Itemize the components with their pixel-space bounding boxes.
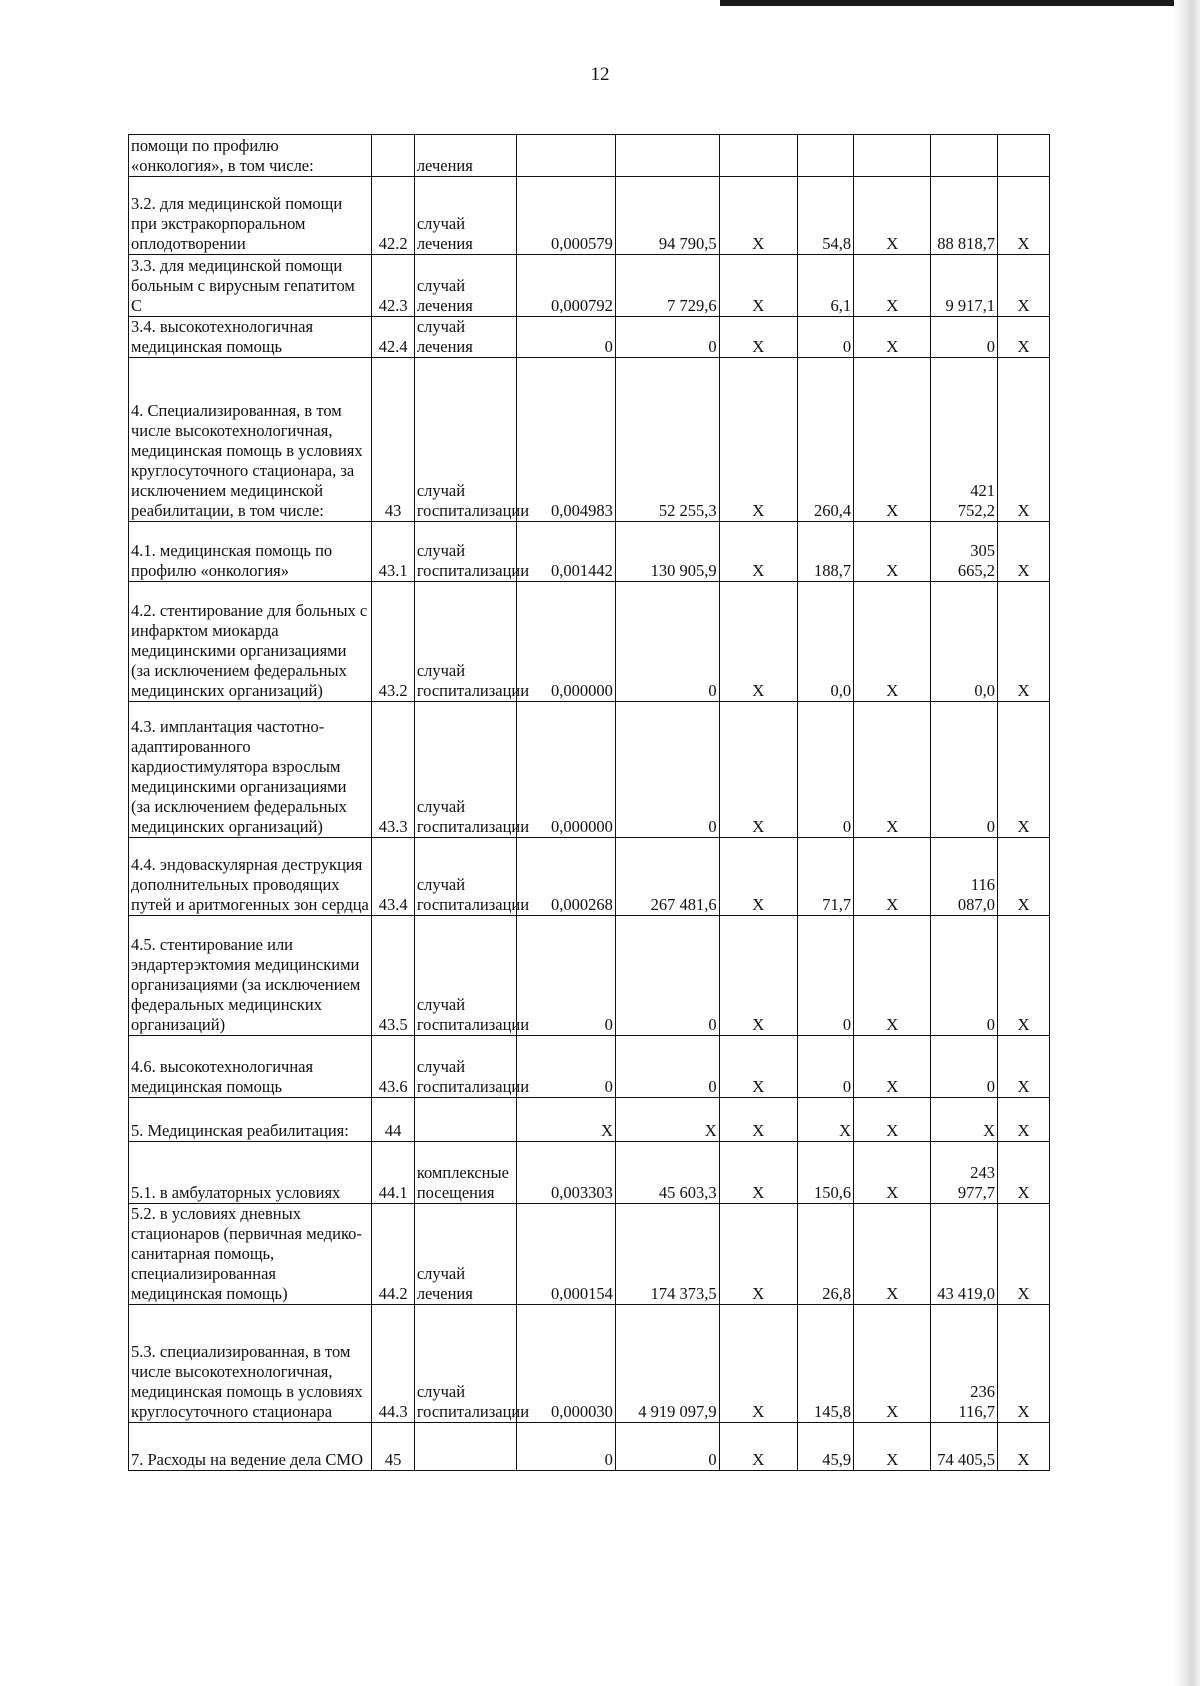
row-total: 305 665,2 [931,522,998,582]
row-col-x3: Х [998,317,1050,358]
row-unit: случай госпитализации [414,702,517,838]
row-standard: 0,003303 [517,1142,615,1204]
row-name: 3.3. для медицинской помощи больным с вирусным гепатитом С [129,255,372,317]
tariff-table [128,134,1050,1471]
row-standard: 0,001442 [517,522,615,582]
row-code [372,135,414,177]
row-unit: случай лечения [414,177,517,255]
row-code: 44.3 [372,1305,414,1423]
row-per-capita: 0 [797,1036,853,1098]
row-total: 43 419,0 [931,1204,998,1305]
row-standard: Х [517,1098,615,1142]
row-unit: случай госпитализации [414,838,517,916]
row-col-x2: Х [854,522,931,582]
row-col-x1 [719,135,797,177]
row-col-x2: Х [854,838,931,916]
row-col-x3: Х [998,1423,1050,1471]
row-standard: 0 [517,1036,615,1098]
row-per-capita: 260,4 [797,358,853,522]
table-row [129,135,1050,177]
row-name: 5.1. в амбулаторных условиях [129,1142,372,1204]
row-unit: случай госпитализации [414,1036,517,1098]
row-per-capita: 0 [797,702,853,838]
row-cost: 130 905,9 [615,522,719,582]
row-name: 3.4. высокотехнологичная медицинская помощь [129,317,372,358]
row-total: 421 752,2 [931,358,998,522]
row-unit [414,1423,517,1471]
row-standard: 0 [517,317,615,358]
row-per-capita: 71,7 [797,838,853,916]
row-cost [615,135,719,177]
row-total: 0 [931,1036,998,1098]
table-body [129,135,1050,1471]
row-standard: 0 [517,1423,615,1471]
row-col-x2: Х [854,916,931,1036]
row-total: 74 405,5 [931,1423,998,1471]
row-standard: 0,000579 [517,177,615,255]
row-code: 43.3 [372,702,414,838]
row-col-x1: Х [719,838,797,916]
table-row [129,702,1050,838]
row-col-x3: Х [998,522,1050,582]
row-col-x1: Х [719,702,797,838]
row-total: 0 [931,317,998,358]
row-col-x1: Х [719,317,797,358]
row-code: 43 [372,358,414,522]
row-col-x2: Х [854,1423,931,1471]
row-col-x1: Х [719,177,797,255]
row-name: 4.6. высокотехнологичная медицинская помощь [129,1036,372,1098]
row-unit: случай госпитализации [414,582,517,702]
row-col-x1: Х [719,1098,797,1142]
row-cost: 0 [615,317,719,358]
row-standard: 0,000792 [517,255,615,317]
row-col-x3: Х [998,582,1050,702]
row-col-x2: Х [854,317,931,358]
row-code: 45 [372,1423,414,1471]
row-name: 4.2. стентирование для больных с инфарктом миокарда медицинскими организациями (за исключением федеральных медицинских организаций) [129,582,372,702]
row-name: 5.2. в условиях дневных стационаров (первичная медико-санитарная помощь, специализированная медицинская помощь) [129,1204,372,1305]
row-cost: 0 [615,916,719,1036]
row-code: 42.2 [372,177,414,255]
table-row [129,522,1050,582]
row-code: 44.2 [372,1204,414,1305]
row-col-x3: Х [998,1204,1050,1305]
row-col-x3: Х [998,1036,1050,1098]
row-per-capita: 6,1 [797,255,853,317]
row-total: 116 087,0 [931,838,998,916]
row-total: 88 818,7 [931,177,998,255]
row-col-x2: Х [854,177,931,255]
row-cost: 52 255,3 [615,358,719,522]
row-code: 44 [372,1098,414,1142]
row-cost: 267 481,6 [615,838,719,916]
row-code: 43.5 [372,916,414,1036]
row-col-x2 [854,135,931,177]
row-unit: случай госпитализации [414,522,517,582]
table-row [129,1098,1050,1142]
row-unit [414,1098,517,1142]
scan-top-edge [720,0,1200,6]
row-total: 0 [931,702,998,838]
row-col-x3: Х [998,1305,1050,1423]
row-unit: лечения [414,135,517,177]
row-standard [517,135,615,177]
row-col-x3: Х [998,702,1050,838]
row-col-x3: Х [998,1142,1050,1204]
row-col-x3: Х [998,916,1050,1036]
row-cost: 94 790,5 [615,177,719,255]
row-total: 9 917,1 [931,255,998,317]
row-col-x2: Х [854,1036,931,1098]
row-total: 0,0 [931,582,998,702]
row-per-capita: 45,9 [797,1423,853,1471]
row-name: 4.1. медицинская помощь по профилю «онкология» [129,522,372,582]
row-col-x3: Х [998,358,1050,522]
table-row [129,358,1050,522]
table-row [129,1036,1050,1098]
row-col-x3: Х [998,1098,1050,1142]
row-col-x3 [998,135,1050,177]
row-name: 5.3. специализированная, в том числе высокотехнологичная, медицинская помощь в условиях круглосуточного стационара [129,1305,372,1423]
row-code: 43.1 [372,522,414,582]
row-per-capita: 0,0 [797,582,853,702]
row-name: 4.4. эндоваскулярная деструкция дополнительных проводящих путей и аритмогенных зон сердца [129,838,372,916]
row-unit: случай госпитализации [414,916,517,1036]
row-col-x1: Х [719,582,797,702]
table-row [129,1305,1050,1423]
row-total: 0 [931,916,998,1036]
table-row [129,1423,1050,1471]
row-standard: 0,000000 [517,702,615,838]
row-per-capita [797,135,853,177]
row-col-x2: Х [854,255,931,317]
row-col-x2: Х [854,702,931,838]
row-standard: 0,000154 [517,1204,615,1305]
row-name: 7. Расходы на ведение дела СМО [129,1423,372,1471]
row-per-capita: 0 [797,317,853,358]
row-unit: случай лечения [414,317,517,358]
row-col-x3: Х [998,177,1050,255]
row-per-capita: 54,8 [797,177,853,255]
row-total: 243 977,7 [931,1142,998,1204]
row-total: 236 116,7 [931,1305,998,1423]
page-number: 12 [590,64,610,85]
row-standard: 0,004983 [517,358,615,522]
row-code: 42.3 [372,255,414,317]
row-col-x1: Х [719,358,797,522]
row-name: 5. Медицинская реабилитация: [129,1098,372,1142]
scan-right-edge [1174,0,1200,1686]
row-cost: 4 919 097,9 [615,1305,719,1423]
table-row [129,1204,1050,1305]
row-name: 3.2. для медицинской помощи при экстракорпоральном оплодотворении [129,177,372,255]
row-col-x1: Х [719,1423,797,1471]
table-row [129,838,1050,916]
row-col-x2: Х [854,1204,931,1305]
row-total [931,135,998,177]
table-row [129,916,1050,1036]
row-col-x2: Х [854,1142,931,1204]
row-per-capita: 26,8 [797,1204,853,1305]
row-per-capita: 188,7 [797,522,853,582]
table-row [129,1142,1050,1204]
row-cost: 0 [615,1036,719,1098]
row-col-x1: Х [719,522,797,582]
row-col-x1: Х [719,255,797,317]
row-col-x2: Х [854,1098,931,1142]
row-code: 43.2 [372,582,414,702]
row-code: 44.1 [372,1142,414,1204]
row-code: 42.4 [372,317,414,358]
row-standard: 0,000000 [517,582,615,702]
row-col-x3: Х [998,838,1050,916]
row-col-x2: Х [854,1305,931,1423]
row-standard: 0,000268 [517,838,615,916]
row-per-capita: 145,8 [797,1305,853,1423]
row-code: 43.6 [372,1036,414,1098]
row-unit: случай лечения [414,255,517,317]
row-col-x1: Х [719,1305,797,1423]
row-cost: 174 373,5 [615,1204,719,1305]
row-per-capita: Х [797,1098,853,1142]
row-col-x1: Х [719,1036,797,1098]
row-name: 4. Специализированная, в том числе высокотехнологичная, медицинская помощь в условиях круглосуточного стационара, за исключением медицинской реабилитации, в том числе: [129,358,372,522]
row-name: 4.3. имплантация частотно-адаптированного кардиостимулятора взрослым медицинскими организациями (за исключением федеральных медицинских организаций) [129,702,372,838]
row-code: 43.4 [372,838,414,916]
row-col-x1: Х [719,916,797,1036]
row-cost: 0 [615,582,719,702]
row-unit: случай госпитализации [414,358,517,522]
table-row [129,317,1050,358]
table-row [129,177,1050,255]
row-standard: 0 [517,916,615,1036]
row-cost: Х [615,1098,719,1142]
row-per-capita: 0 [797,916,853,1036]
row-cost: 7 729,6 [615,255,719,317]
row-col-x1: Х [719,1142,797,1204]
row-total: Х [931,1098,998,1142]
row-name: 4.5. стентирование или эндартерэктомия медицинскими организациями (за исключением федеральных медицинских организаций) [129,916,372,1036]
row-cost: 0 [615,702,719,838]
table-row [129,255,1050,317]
row-col-x3: Х [998,255,1050,317]
row-unit: случай лечения [414,1204,517,1305]
table-row [129,582,1050,702]
row-standard: 0,000030 [517,1305,615,1423]
row-cost: 0 [615,1423,719,1471]
row-col-x2: Х [854,358,931,522]
row-per-capita: 150,6 [797,1142,853,1204]
row-col-x2: Х [854,582,931,702]
row-name: помощи по профилю «онкология», в том числе: [129,135,372,177]
row-unit: случай госпитализации [414,1305,517,1423]
row-col-x1: Х [719,1204,797,1305]
row-unit: комплексные посещения [414,1142,517,1204]
row-cost: 45 603,3 [615,1142,719,1204]
